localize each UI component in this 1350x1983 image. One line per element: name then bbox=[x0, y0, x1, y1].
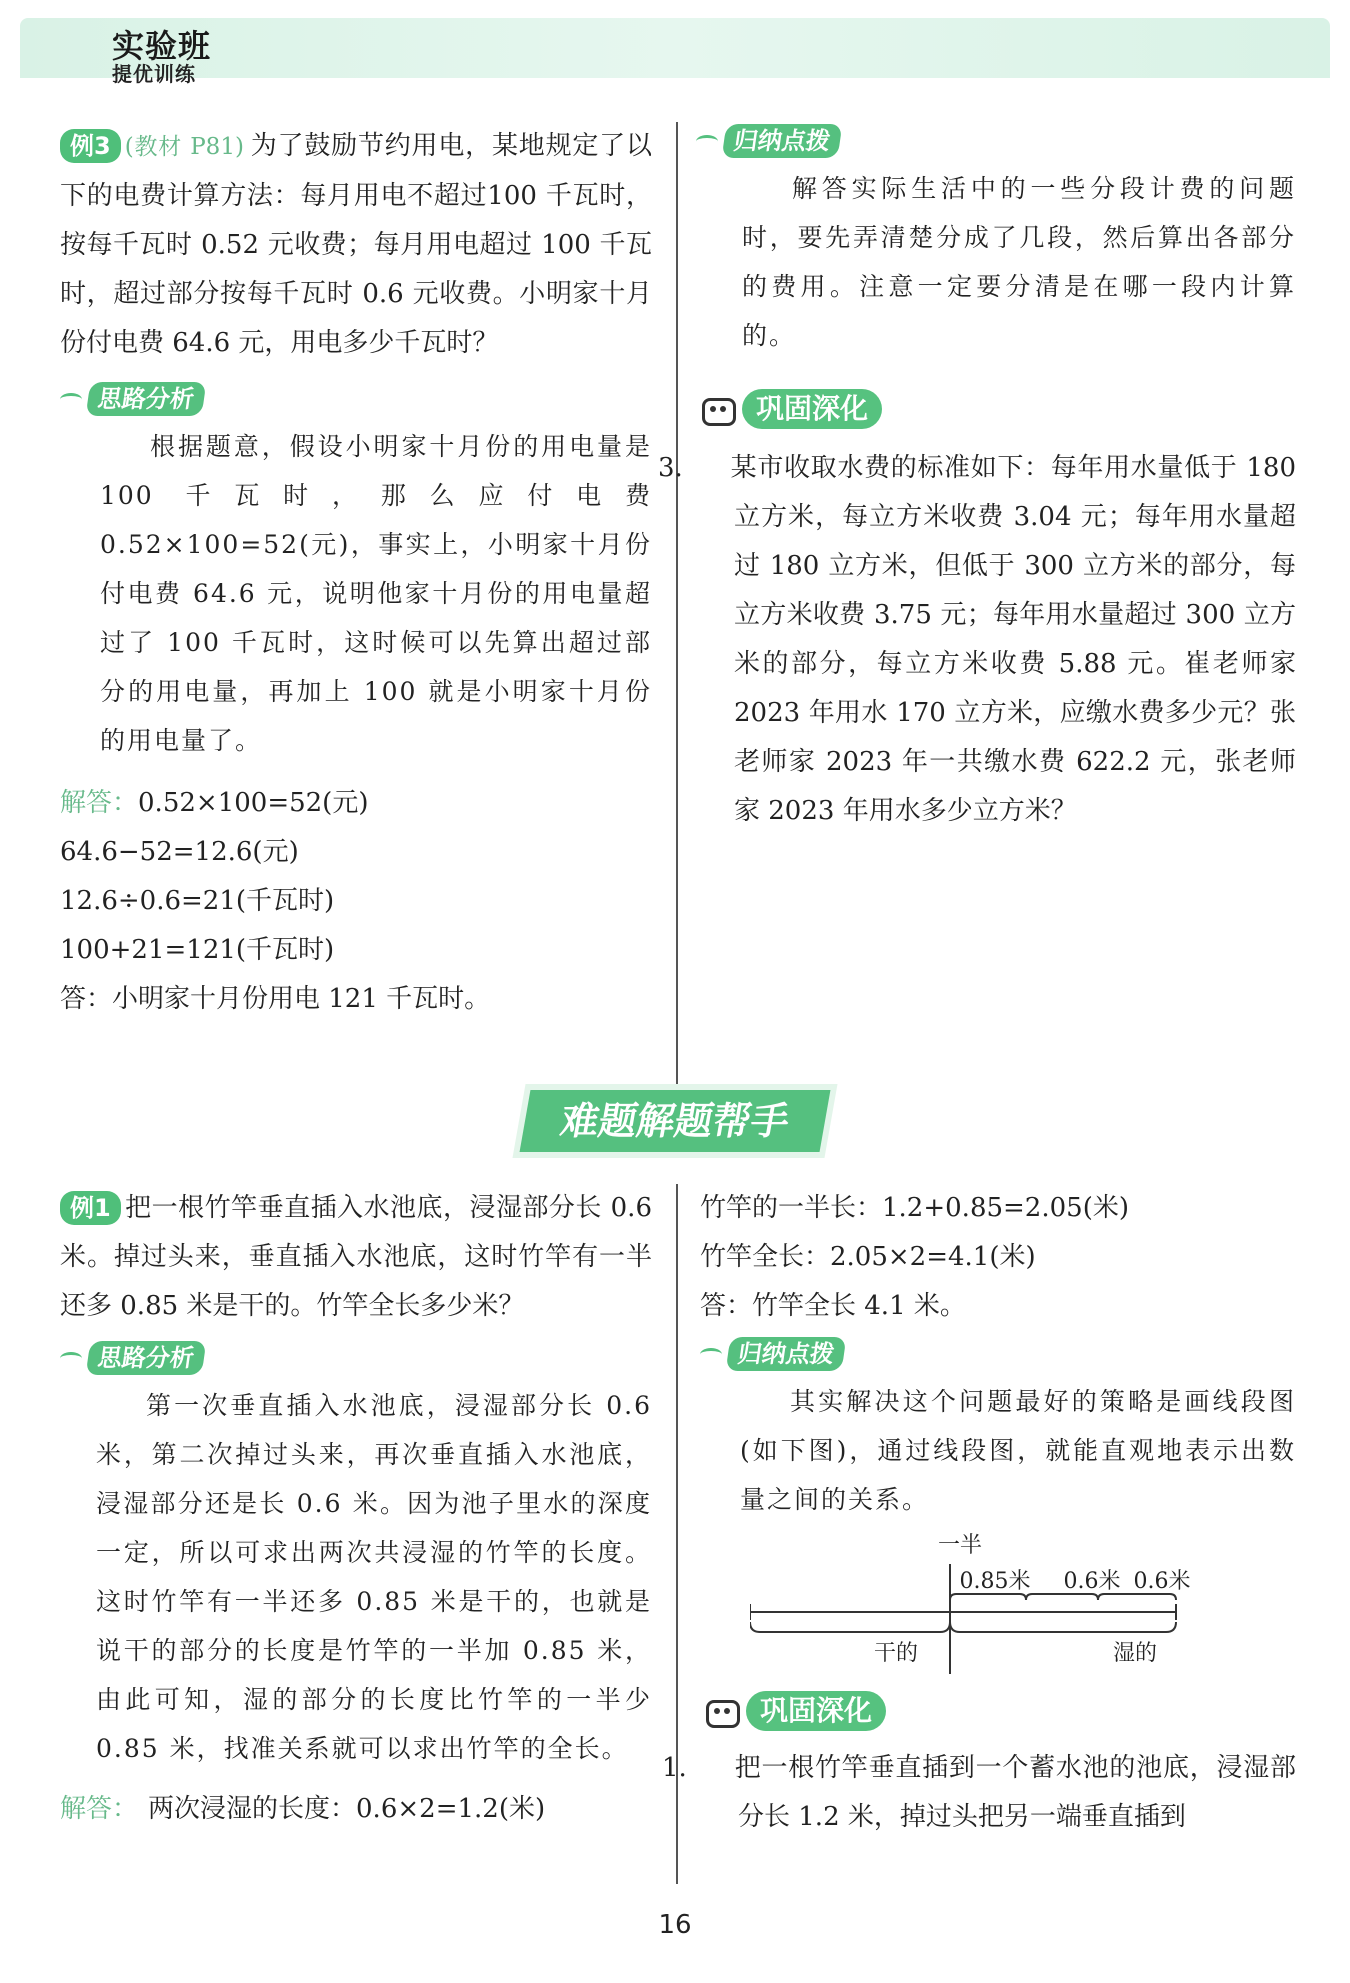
answer-line: 12.6÷0.6=21(千瓦时) bbox=[60, 886, 335, 916]
squiggle-icon bbox=[696, 135, 718, 148]
summary-badge: 归纳点拨 bbox=[726, 1337, 847, 1371]
robot-icon bbox=[700, 1694, 740, 1728]
question-number: 3. bbox=[658, 453, 683, 483]
robot-icon bbox=[696, 392, 736, 426]
brace-wet-2 bbox=[1098, 1594, 1176, 1600]
answer-label: 解答： bbox=[60, 788, 139, 818]
practice-badge-row bbox=[696, 386, 1296, 432]
example-3-analysis: 根据题意，假设小明家十月份的用电量是 100 千瓦时，那么应付电费 0.52×100=52(元)，事实上，小明家十月份付电费 64.6 元，说明他家十月份的用电量超过了 100 千瓦时，这时候可以先算出超过部分的用电量，再加上 100 就是小明家十月份的用电量了。 bbox=[100, 432, 652, 755]
textbook-source: (教材 P81) bbox=[124, 134, 244, 160]
example-1-block bbox=[60, 1184, 652, 1834]
practice-badge: 巩固深化 bbox=[742, 389, 882, 429]
answer-label: 解答： bbox=[60, 1794, 139, 1824]
answer-line: 两次浸湿的长度：0.6×2=1.2(米) bbox=[148, 1794, 546, 1824]
practice-badge-row bbox=[700, 1688, 1296, 1734]
example-3-question bbox=[60, 122, 652, 368]
summary-badge-row bbox=[696, 118, 1296, 164]
line-segment-diagram bbox=[750, 1524, 1270, 1674]
answer-line: 64.6−52=12.6(元) bbox=[60, 837, 299, 867]
example-tag: 例1 bbox=[60, 1191, 121, 1225]
practice-question-3 bbox=[658, 444, 1296, 836]
brand-logo bbox=[112, 27, 212, 86]
analysis-badge: 思路分析 bbox=[86, 1341, 207, 1375]
column-divider bbox=[676, 122, 678, 1087]
example-tag: 例3 bbox=[60, 129, 121, 163]
brace-wet bbox=[950, 1622, 1176, 1632]
example-1-question bbox=[60, 1184, 652, 1331]
summary-text: 其实解决这个问题最好的策略是画线段图(如下图)，通过线段图，就能直观地表示出数量之间的关系。 bbox=[740, 1387, 1296, 1514]
segment-label-dry-extra: 0.85米 bbox=[959, 1569, 1031, 1594]
squiggle-icon bbox=[60, 1352, 82, 1365]
example-3-block bbox=[60, 122, 652, 1024]
section-title bbox=[0, 1090, 1350, 1152]
wet-label: 湿的 bbox=[1112, 1641, 1158, 1666]
brace-dry bbox=[750, 1622, 950, 1632]
answer-line: 竹竿全长：2.05×2=4.1(米) bbox=[700, 1242, 1036, 1272]
answer-line: 100+21=121(千瓦时) bbox=[60, 935, 335, 965]
section-title-text: 难题解题帮手 bbox=[520, 1090, 831, 1152]
analysis-badge-row bbox=[60, 1335, 652, 1381]
practice-badge: 巩固深化 bbox=[746, 1691, 886, 1731]
brand-line1: 实验班 bbox=[112, 27, 212, 65]
segment-label-wet-2: 0.6米 bbox=[1133, 1569, 1191, 1594]
dry-label: 干的 bbox=[873, 1641, 919, 1666]
answer-line: 答：竹竿全长 4.1 米。 bbox=[700, 1291, 966, 1321]
squiggle-icon bbox=[700, 1348, 722, 1361]
brace-dry-extra bbox=[950, 1594, 1026, 1600]
right-column-top bbox=[658, 118, 1296, 836]
summary-badge-row bbox=[700, 1331, 1296, 1377]
analysis-badge: 思路分析 bbox=[86, 382, 207, 416]
analysis-badge-row bbox=[60, 376, 652, 422]
practice-question-1 bbox=[662, 1744, 1296, 1842]
header-band bbox=[20, 18, 1330, 78]
page-number: 16 bbox=[658, 1910, 692, 1940]
brace-wet-1 bbox=[1026, 1594, 1098, 1600]
question-number: 1. bbox=[662, 1753, 687, 1783]
summary-text: 解答实际生活中的一些分段计费的问题时，要先弄清楚分成了几段，然后算出各部分的费用。注意一定要分清是在哪一段内计算的。 bbox=[742, 174, 1296, 350]
brand-line2: 提优训练 bbox=[112, 62, 196, 86]
answer-line: 0.52×100=52(元) bbox=[138, 788, 369, 818]
question-text: 把一根竹竿垂直插到一个蓄水池的池底，浸湿部分长 1.2 米，掉过头把另一端垂直插到 bbox=[734, 1753, 1296, 1832]
segment-label-wet-1: 0.6米 bbox=[1063, 1569, 1121, 1594]
squiggle-icon bbox=[60, 393, 82, 406]
summary-badge: 归纳点拨 bbox=[722, 124, 843, 158]
question-text: 某市收取水费的标准如下：每年用水量低于 180 立方米，每立方米收费 3.04 元；每年用水量超过 180 立方米，但低于 300 立方米的部分，每立方米收费 3.75 元；每年用水量超过 300 立方米的部分，每立方米收费 5.88 元。崔老师家 2023 年用水 170 立方米，应缴水费多少元？张老师家 2023 年一共缴水费 622.2 元，张老师家 2023 年用水多少立方米？ bbox=[730, 453, 1296, 826]
example-1-answer bbox=[60, 1785, 652, 1834]
example-1-analysis: 第一次垂直插入水池底，浸湿部分长 0.6 米，第二次掉过头来，再次垂直插入水池底，浸湿部分还是长 0.6 米。因为池子里水的深度一定，所以可求出两次共浸湿的竹竿的长度。这时竹竿有一半还多 0.85 米是干的，也就是说干的部分的长度是竹竿的一半加 0.85 米，由此可知，湿的部分的长度比竹竿的一半少 0.85 米，找准关系就可以求出竹竿的全长。 bbox=[96, 1391, 652, 1763]
example-3-answer bbox=[60, 779, 652, 1024]
answer-line: 竹竿的一半长：1.2+0.85=2.05(米) bbox=[700, 1193, 1129, 1223]
right-column-bottom bbox=[662, 1184, 1296, 1842]
answer-line: 答：小明家十月份用电 121 千瓦时。 bbox=[60, 984, 491, 1014]
half-label: 一半 bbox=[937, 1533, 983, 1558]
example-1-text: 把一根竹竿垂直插入水池底，浸湿部分长 0.6 米。掉过头来，垂直插入水池底，这时竹竿有一半还多 0.85 米是干的。竹竿全长多少米？ bbox=[60, 1193, 652, 1321]
example-3-text: 为了鼓励节约用电，某地规定了以下的电费计算方法：每月用电不超过100 千瓦时，按每千瓦时 0.52 元收费；每月用电超过 100 千瓦时，超过部分按每千瓦时 0.6 元收费。小明家十月份付电费 64.6 元，用电多少千瓦时？ bbox=[60, 131, 652, 358]
